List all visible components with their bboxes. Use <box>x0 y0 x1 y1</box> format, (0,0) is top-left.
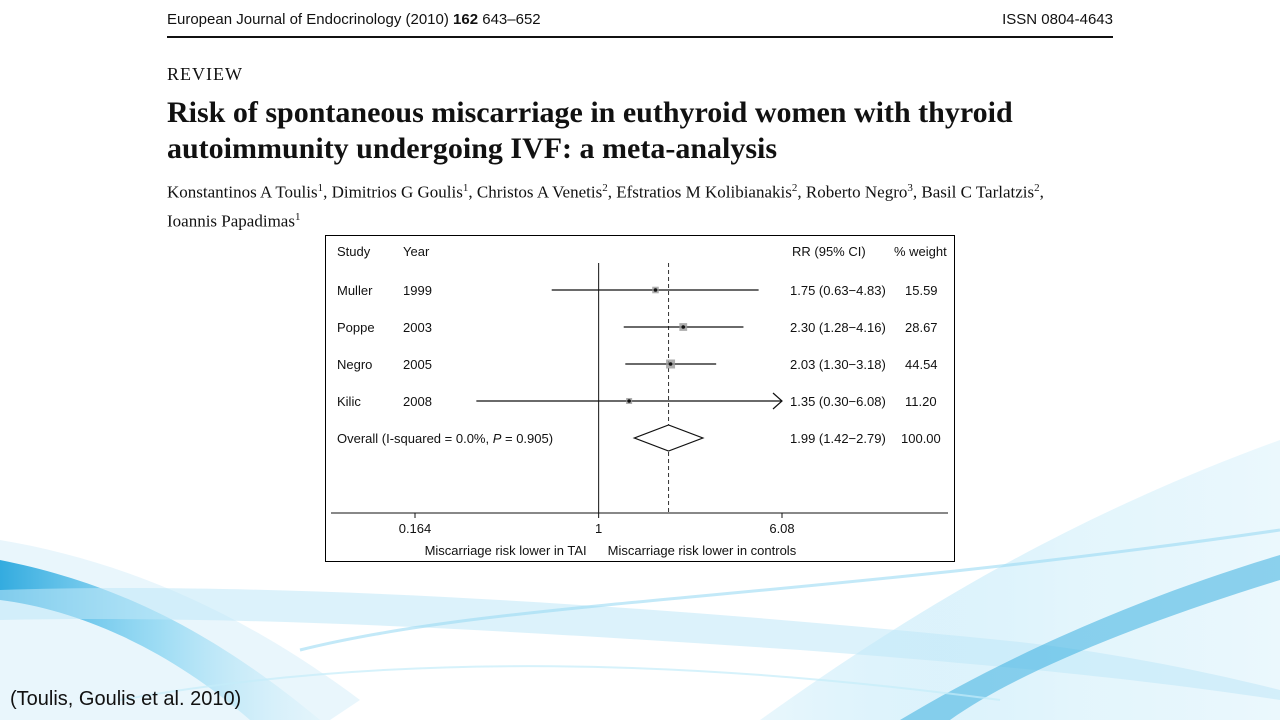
point-estimate <box>654 288 658 292</box>
author-name: Basil C Tarlatzis <box>921 182 1035 202</box>
forest-plot-figure <box>325 235 955 562</box>
study-weight: 44.54 <box>905 357 938 372</box>
author-affiliation: 2 <box>602 182 608 194</box>
author-affiliation: 2 <box>1034 182 1040 194</box>
author-name: Christos A Venetis <box>476 182 603 202</box>
column-header-rr: RR (95% CI) <box>792 244 866 259</box>
study-year: 2005 <box>403 357 432 372</box>
study-rr-ci: 1.35 (0.30−6.08) <box>790 394 886 409</box>
issn: ISSN 0804-4643 <box>1002 11 1113 28</box>
journal-citation <box>167 11 541 28</box>
overall-diamond <box>634 425 703 451</box>
x-tick-label: 0.164 <box>398 521 432 536</box>
author-name: Dimitrios G Goulis <box>331 182 463 202</box>
column-header-year: Year <box>403 244 430 259</box>
point-estimate <box>669 362 673 366</box>
overall-rr-ci: 1.99 (1.42−2.79) <box>790 431 886 446</box>
study-rr-ci: 2.30 (1.28−4.16) <box>790 320 886 335</box>
journal-pages: 643–652 <box>482 11 541 28</box>
journal-volume: 162 <box>453 11 479 28</box>
axis-label-right: Miscarriage risk lower in controls <box>607 543 797 558</box>
journal-header <box>167 10 1113 38</box>
citation-caption: (Toulis, Goulis et al. 2010) <box>10 688 242 710</box>
x-tick-label: 1 <box>595 521 603 536</box>
study-name: Kilic <box>337 394 361 409</box>
x-tick-label: 6.08 <box>769 521 795 536</box>
author-affiliation: 1 <box>317 182 324 194</box>
study-weight: 11.20 <box>905 394 937 409</box>
point-estimate <box>681 325 685 329</box>
column-header-study: Study <box>337 244 371 259</box>
forest-plot <box>326 236 956 563</box>
overall-label: Overall (I-squared = 0.0%, P = 0.905) <box>337 431 554 446</box>
journal-name: European Journal of Endocrinology (2010) <box>167 11 449 28</box>
study-rr-ci: 1.75 (0.63−4.83) <box>790 283 886 298</box>
author-name: Roberto Negro <box>805 182 908 202</box>
section-label: REVIEW <box>167 64 243 84</box>
study-year: 1999 <box>403 283 432 298</box>
author-name: Efstratios M Kolibianakis <box>616 182 792 202</box>
study-name: Poppe <box>337 320 375 335</box>
author-affiliation: 1 <box>462 182 469 194</box>
axis-label-left: Miscarriage risk lower in TAI <box>424 543 587 558</box>
study-rr-ci: 2.03 (1.30−3.18) <box>790 357 886 372</box>
study-name: Muller <box>337 283 373 298</box>
study-weight: 15.59 <box>905 283 938 298</box>
point-estimate <box>627 399 631 403</box>
author-name: Konstantinos A Toulis <box>167 182 318 202</box>
study-weight: 28.67 <box>905 320 938 335</box>
study-name: Negro <box>337 357 373 372</box>
author-name: Ioannis Papadimas <box>167 211 295 231</box>
column-header-weight: % weight <box>894 244 947 259</box>
overall-weight: 100.00 <box>901 431 941 446</box>
author-affiliation: 2 <box>791 182 798 194</box>
article-title: Risk of spontaneous miscarriage in euthyroid women with thyroid autoimmunity undergoing IVF: a meta-analysis <box>167 96 1013 165</box>
author-affiliation: 3 <box>907 182 913 194</box>
study-year: 2003 <box>403 320 432 335</box>
study-year: 2008 <box>403 394 432 409</box>
author-list: Konstantinos A Toulis$^1$, Dimitrios G Goulis$^1$, Christos A Venetis$^2$, Efstratios M Kolibianakis$^2$, Roberto Negro$^3$, Basil C Tarlatzis$^2$, Ioannis Papadimas$^1$ <box>167 182 1044 231</box>
author-affiliation: 1 <box>294 210 301 223</box>
